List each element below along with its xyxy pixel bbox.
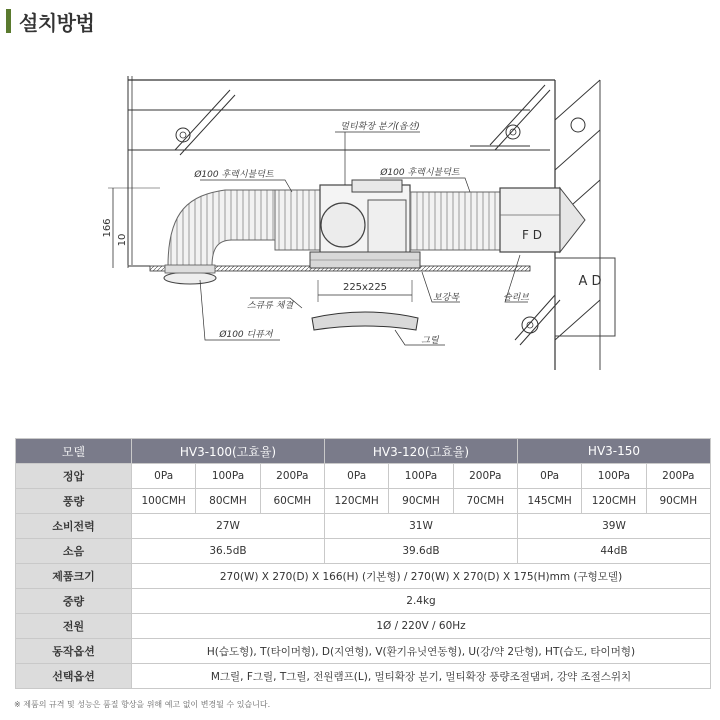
- row-label: 소비전력: [16, 514, 132, 539]
- label-screw: 스큐류 체결: [246, 301, 294, 311]
- cell: 39.6dB: [324, 539, 517, 564]
- header-hv3-100: HV3-100(고효율): [132, 439, 325, 464]
- header-hv3-120: HV3-120(고효율): [324, 439, 517, 464]
- ad-room: [555, 258, 615, 336]
- grill-shape: [312, 312, 418, 330]
- cell: 270(W) X 270(D) X 166(H) (기본형) / 270(W) X 270(D) X 175(H)mm (구형모델): [132, 564, 711, 589]
- cell: 100Pa: [196, 464, 260, 489]
- row-label: 제품크기: [16, 564, 132, 589]
- footnote: ※ 제품의 규격 및 성능은 품질 향상을 위해 예고 없이 변경될 수 있습니다.: [14, 700, 271, 709]
- row-label: 중량: [16, 589, 132, 614]
- spec-table: [15, 438, 711, 689]
- cell: 80CMH: [196, 489, 260, 514]
- cell: 100Pa: [582, 464, 646, 489]
- table-row-noise: [16, 539, 711, 564]
- row-label: 전원: [16, 614, 132, 639]
- installation-diagram: [0, 40, 720, 420]
- cell: 2.4kg: [132, 589, 711, 614]
- dim-10: 10: [117, 233, 128, 247]
- cell: H(습도형), T(타이머형), D(지연형), V(환기유닛연동형), U(강/약 2단형), HT(습도, 타이머형): [132, 639, 711, 664]
- row-label: 동작옵션: [16, 639, 132, 664]
- label-sleeve: 슬리브: [502, 293, 530, 303]
- right-flex-duct: [410, 192, 500, 250]
- cell: 70CMH: [453, 489, 517, 514]
- header-model: 모델: [16, 439, 132, 464]
- cell: 200Pa: [453, 464, 517, 489]
- fd-label: F D: [522, 228, 542, 242]
- cell: 145CMH: [517, 489, 581, 514]
- cell: 0Pa: [517, 464, 581, 489]
- table-row-supply: [16, 614, 711, 639]
- cell: 1Ø / 220V / 60Hz: [132, 614, 711, 639]
- cell: 100Pa: [389, 464, 453, 489]
- cell: 120CMH: [324, 489, 388, 514]
- cell: M그릴, F그릴, T그릴, 전원램프(L), 멀티확장 분기, 멀티확장 풍량조절댐퍼, 강약 조절스위치: [132, 664, 711, 689]
- table-row-optional: [16, 664, 711, 689]
- page-title: 설치방법: [19, 10, 95, 35]
- cell: 100CMH: [132, 489, 196, 514]
- label-flex-duct-right: Ø100 후렉시블덕트: [380, 168, 460, 178]
- title-accent-bar: [6, 9, 11, 33]
- cell: 39W: [517, 514, 710, 539]
- table-row-power: [16, 514, 711, 539]
- cell: 120CMH: [582, 489, 646, 514]
- cell: 90CMH: [389, 489, 453, 514]
- cell: 0Pa: [324, 464, 388, 489]
- sleeve-fd: [500, 188, 585, 252]
- section-title: [6, 6, 94, 36]
- row-label: 정압: [16, 464, 132, 489]
- cell: 200Pa: [260, 464, 324, 489]
- cell: 90CMH: [646, 489, 710, 514]
- cell: 60CMH: [260, 489, 324, 514]
- ad-label: A D: [578, 274, 602, 289]
- label-flex-duct-left: Ø100 후렉시블덕트: [194, 170, 274, 180]
- label-grill: 그릴: [421, 336, 439, 346]
- fan-unit: [310, 180, 420, 268]
- cell: 36.5dB: [132, 539, 325, 564]
- row-label: 소음: [16, 539, 132, 564]
- cell: 200Pa: [646, 464, 710, 489]
- height-dimension: [108, 188, 160, 268]
- dim-166: 166: [102, 218, 113, 238]
- table-row-weight: [16, 589, 711, 614]
- label-diffuser: Ø100 디퓨져: [219, 330, 273, 340]
- left-flex-duct: [275, 190, 320, 250]
- table-row-airflow: [16, 489, 711, 514]
- cell: 44dB: [517, 539, 710, 564]
- row-label: 풍량: [16, 489, 132, 514]
- dim-225: 225x225: [342, 282, 388, 293]
- label-multi-branch: 멀티확장 분기(옵션): [340, 122, 420, 132]
- table-row-operation: [16, 639, 711, 664]
- table-row-static-pressure: [16, 464, 711, 489]
- cell: 0Pa: [132, 464, 196, 489]
- cell: 31W: [324, 514, 517, 539]
- cell: 27W: [132, 514, 325, 539]
- header-hv3-150: HV3-150: [517, 439, 710, 464]
- table-header-row: [16, 439, 711, 464]
- table-row-size: [16, 564, 711, 589]
- label-reinforce: 보강목: [432, 293, 460, 303]
- row-label: 선택옵션: [16, 664, 132, 689]
